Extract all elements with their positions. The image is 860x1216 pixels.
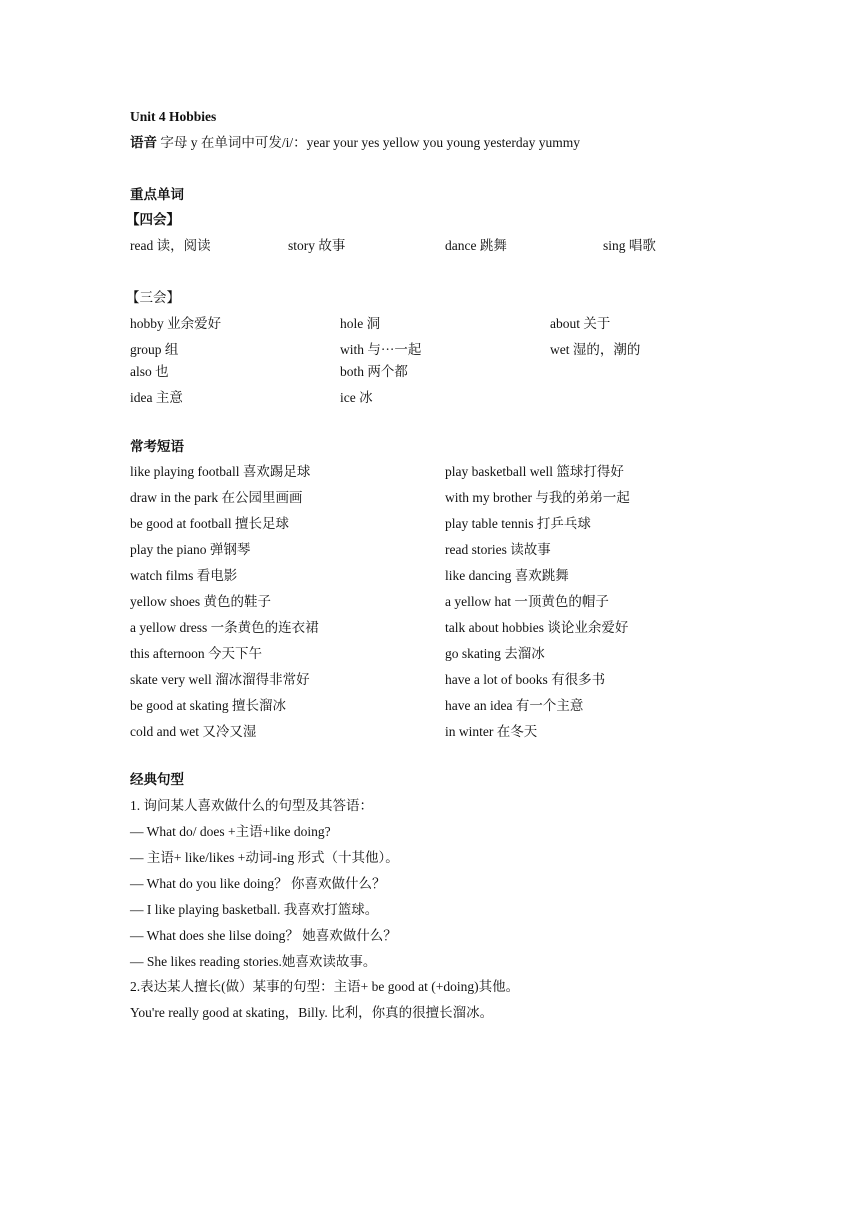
phrase-item: in winter 在冬天: [445, 724, 538, 739]
phrase-item: with my brother 与我的弟弟一起: [445, 490, 630, 505]
three-skills-word: ice 冰: [340, 390, 373, 405]
phrase-item: go skating 去溜冰: [445, 646, 545, 661]
three-skills-word: wet 湿的，潮的: [550, 342, 641, 357]
phonics-line: [130, 134, 580, 152]
phrase-item: have a lot of books 有很多书: [445, 672, 606, 687]
sentence-line: 2.表达某人擅长(做）某事的句型：主语+ be good at (+doing)其他。: [130, 979, 520, 994]
phrase-item: this afternoon 今天下午: [130, 646, 262, 661]
sentence-line: You're really good at skating，Billy. 比利，你真的很擅长溜冰。: [130, 1005, 494, 1020]
sentence-line: 1. 询问某人喜欢做什么的句型及其答语：: [130, 798, 373, 813]
four-skills-word: story 故事: [288, 238, 346, 253]
phrases-heading: 常考短语: [130, 439, 184, 454]
phrase-item: read stories 读故事: [445, 542, 551, 557]
four-skills-word: sing 唱歌: [603, 238, 656, 253]
three-skills-word: idea 主意: [130, 390, 183, 405]
phrase-item: a yellow hat 一顶黄色的帽子: [445, 594, 609, 609]
phrase-item: talk about hobbies 谈论业余爱好: [445, 620, 629, 635]
phrase-item: play basketball well 篮球打得好: [445, 464, 624, 479]
three-skills-word: hole 洞: [340, 316, 381, 331]
phonics-label: 语音: [130, 135, 157, 150]
phrase-item: a yellow dress 一条黄色的连衣裙: [130, 620, 319, 635]
three-skills-word: also 也: [130, 364, 169, 379]
phrase-item: play the piano 弹钢琴: [130, 542, 251, 557]
phrase-item: play table tennis 打乒乓球: [445, 516, 591, 531]
three-skills-word: hobby 业余爱好: [130, 316, 222, 331]
three-skills-word: both 两个都: [340, 364, 408, 379]
phrase-item: skate very well 溜冰溜得非常好: [130, 672, 310, 687]
phrase-item: watch films 看电影: [130, 568, 238, 583]
four-skills-word: read 读，阅读: [130, 238, 211, 253]
three-skills-word: about 关于: [550, 316, 611, 331]
sentence-line: — I like playing basketball. 我喜欢打篮球。: [130, 902, 379, 917]
three-skills-label: 【三会】: [126, 290, 180, 305]
phonics-text: 字母 y 在单词中可发/i/：year your yes yellow you young yesterday yummy: [160, 135, 580, 150]
sentence-line: — What do you like doing？ 你喜欢做什么？: [130, 876, 386, 891]
unit-title: Unit 4 Hobbies: [130, 109, 217, 124]
phrase-item: like playing football 喜欢踢足球: [130, 464, 311, 479]
phrase-item: like dancing 喜欢跳舞: [445, 568, 569, 583]
sentence-line: — What does she lilse doing？ 她喜欢做什么？: [130, 928, 397, 943]
four-skills-word: dance 跳舞: [445, 238, 507, 253]
three-skills-word: group 组: [130, 342, 179, 357]
phrase-item: be good at football 擅长足球: [130, 516, 289, 531]
phrase-item: be good at skating 擅长溜冰: [130, 698, 286, 713]
three-skills-word: with 与···一起: [340, 342, 422, 357]
key-words-heading: 重点单词: [130, 187, 184, 202]
four-skills-label: 【四会】: [126, 212, 180, 227]
phrase-item: cold and wet 又冷又湿: [130, 724, 257, 739]
phrase-item: have an idea 有一个主意: [445, 698, 584, 713]
sentences-heading: 经典句型: [130, 772, 184, 787]
sentence-line: — She likes reading stories.她喜欢读故事。: [130, 954, 377, 969]
phrase-item: draw in the park 在公园里画画: [130, 490, 303, 505]
phrase-item: yellow shoes 黄色的鞋子: [130, 594, 271, 609]
sentence-line: — What do/ does +主语+like doing?: [130, 824, 331, 839]
sentence-line: — 主语+ like/likes +动词-ing 形式（十其他）。: [130, 850, 399, 865]
